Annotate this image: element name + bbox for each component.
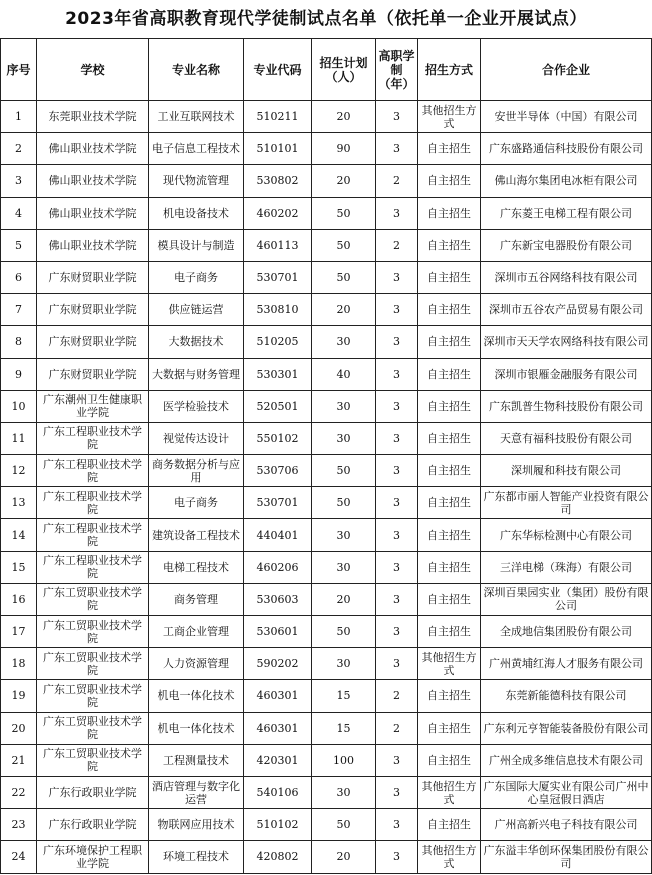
cell-school: 佛山职业技术学院 [37,133,149,165]
table-row [1,358,652,390]
cell-plan: 30 [312,390,376,422]
header-major: 专业名称 [149,39,244,101]
table-row [1,712,652,744]
cell-plan: 50 [312,229,376,261]
table-row [1,165,652,197]
cell-years: 3 [376,744,418,776]
cell-code: 460113 [244,229,312,261]
cell-years: 3 [376,776,418,808]
cell-method: 其他招生方式 [418,648,481,680]
cell-company: 广东菱王电梯工程有限公司 [481,197,652,229]
table-row [1,229,652,261]
table-row [1,487,652,519]
cell-school: 广东行政职业学院 [37,809,149,841]
cell-index: 19 [1,680,37,712]
cell-school: 佛山职业技术学院 [37,197,149,229]
cell-years: 3 [376,390,418,422]
cell-method: 自主招生 [418,616,481,648]
header-code: 专业代码 [244,39,312,101]
cell-school: 广东财贸职业学院 [37,358,149,390]
cell-index: 9 [1,358,37,390]
table-row [1,101,652,133]
cell-index: 14 [1,519,37,551]
cell-school: 广东行政职业学院 [37,776,149,808]
cell-major: 医学检验技术 [149,390,244,422]
cell-method: 自主招生 [418,809,481,841]
cell-major: 商务管理 [149,583,244,615]
cell-index: 6 [1,261,37,293]
cell-school: 广东工程职业技术学院 [37,455,149,487]
cell-school: 广东工贸职业技术学院 [37,744,149,776]
header-school: 学校 [37,39,149,101]
cell-code: 510101 [244,133,312,165]
cell-plan: 30 [312,326,376,358]
header-row [1,39,652,101]
cell-code: 550102 [244,422,312,454]
cell-plan: 30 [312,776,376,808]
cell-code: 530802 [244,165,312,197]
cell-company: 深圳市五谷网络科技有限公司 [481,261,652,293]
cell-index: 1 [1,101,37,133]
cell-school: 广东财贸职业学院 [37,294,149,326]
cell-index: 8 [1,326,37,358]
cell-method: 自主招生 [418,358,481,390]
cell-method: 其他招生方式 [418,841,481,873]
cell-method: 自主招生 [418,197,481,229]
cell-years: 3 [376,551,418,583]
table-row [1,294,652,326]
cell-index: 10 [1,390,37,422]
table-body [1,101,652,874]
cell-major: 机电一体化技术 [149,680,244,712]
cell-company: 深圳市银雁金融服务有限公司 [481,358,652,390]
cell-company: 三洋电梯（珠海）有限公司 [481,551,652,583]
cell-method: 其他招生方式 [418,101,481,133]
cell-company: 东莞新能德科技有限公司 [481,680,652,712]
cell-company: 广东盛路通信科技股份有限公司 [481,133,652,165]
cell-company: 广东溢丰华创环保集团股份有限公司 [481,841,652,873]
cell-code: 420802 [244,841,312,873]
cell-index: 23 [1,809,37,841]
cell-method: 自主招生 [418,680,481,712]
cell-years: 3 [376,422,418,454]
cell-company: 全成地信集团股份有限公司 [481,616,652,648]
cell-method: 其他招生方式 [418,776,481,808]
table-row [1,197,652,229]
cell-major: 电梯工程技术 [149,551,244,583]
cell-major: 电子商务 [149,487,244,519]
cell-plan: 40 [312,358,376,390]
cell-major: 视觉传达设计 [149,422,244,454]
cell-company: 深圳市天天学农网络科技有限公司 [481,326,652,358]
cell-code: 460301 [244,680,312,712]
cell-school: 佛山职业技术学院 [37,229,149,261]
cell-index: 4 [1,197,37,229]
cell-code: 440401 [244,519,312,551]
cell-plan: 50 [312,261,376,293]
cell-index: 16 [1,583,37,615]
cell-code: 510102 [244,809,312,841]
cell-major: 机电一体化技术 [149,712,244,744]
cell-major: 电子信息工程技术 [149,133,244,165]
cell-major: 模具设计与制造 [149,229,244,261]
cell-years: 3 [376,133,418,165]
cell-method: 自主招生 [418,326,481,358]
cell-plan: 20 [312,583,376,615]
cell-index: 5 [1,229,37,261]
cell-school: 广东工程职业技术学院 [37,422,149,454]
cell-company: 广东利元亨智能装备股份有限公司 [481,712,652,744]
cell-plan: 50 [312,197,376,229]
table-row [1,455,652,487]
cell-index: 3 [1,165,37,197]
table-row [1,841,652,873]
cell-code: 530603 [244,583,312,615]
cell-plan: 100 [312,744,376,776]
cell-code: 530601 [244,616,312,648]
cell-major: 大数据与财务管理 [149,358,244,390]
cell-code: 590202 [244,648,312,680]
cell-years: 2 [376,680,418,712]
cell-school: 东莞职业技术学院 [37,101,149,133]
cell-major: 电子商务 [149,261,244,293]
cell-plan: 50 [312,455,376,487]
cell-school: 广东工贸职业技术学院 [37,616,149,648]
cell-company: 广东都市丽人智能产业投资有限公司 [481,487,652,519]
cell-years: 2 [376,165,418,197]
table-row [1,390,652,422]
cell-years: 3 [376,101,418,133]
cell-company: 广东新宝电器股份有限公司 [481,229,652,261]
cell-method: 自主招生 [418,455,481,487]
cell-major: 机电设备技术 [149,197,244,229]
cell-method: 自主招生 [418,744,481,776]
cell-method: 自主招生 [418,487,481,519]
table-row [1,326,652,358]
cell-company: 深圳市五谷农产品贸易有限公司 [481,294,652,326]
cell-years: 3 [376,455,418,487]
cell-years: 3 [376,583,418,615]
cell-company: 广东华标检测中心有限公司 [481,519,652,551]
cell-company: 安世半导体（中国）有限公司 [481,101,652,133]
cell-major: 供应链运营 [149,294,244,326]
cell-plan: 50 [312,616,376,648]
cell-school: 佛山职业技术学院 [37,165,149,197]
cell-school: 广东环境保护工程职业学院 [37,841,149,873]
table-row [1,616,652,648]
cell-plan: 20 [312,294,376,326]
cell-company: 广州高新兴电子科技有限公司 [481,809,652,841]
cell-code: 510205 [244,326,312,358]
cell-company: 佛山海尔集团电冰柜有限公司 [481,165,652,197]
cell-years: 3 [376,841,418,873]
table-row [1,776,652,808]
cell-method: 自主招生 [418,133,481,165]
cell-years: 3 [376,261,418,293]
table-row [1,519,652,551]
table-row [1,133,652,165]
cell-major: 建筑设备工程技术 [149,519,244,551]
cell-index: 2 [1,133,37,165]
cell-major: 酒店管理与数字化运营 [149,776,244,808]
cell-code: 460206 [244,551,312,583]
cell-school: 广东财贸职业学院 [37,261,149,293]
cell-school: 广东工贸职业技术学院 [37,583,149,615]
cell-school: 广东工程职业技术学院 [37,487,149,519]
cell-plan: 30 [312,519,376,551]
cell-major: 大数据技术 [149,326,244,358]
cell-company: 广州全成多维信息技术有限公司 [481,744,652,776]
header-plan: 招生计划（人） [312,39,376,101]
header-method: 招生方式 [418,39,481,101]
cell-method: 自主招生 [418,390,481,422]
cell-code: 530706 [244,455,312,487]
cell-company: 天意有福科技股份有限公司 [481,422,652,454]
cell-company: 广东国际大厦实业有限公司广州中心皇冠假日酒店 [481,776,652,808]
cell-code: 510211 [244,101,312,133]
table-row [1,551,652,583]
cell-years: 3 [376,648,418,680]
cell-index: 21 [1,744,37,776]
cell-years: 3 [376,294,418,326]
cell-major: 工商企业管理 [149,616,244,648]
cell-major: 工程测量技术 [149,744,244,776]
cell-plan: 30 [312,551,376,583]
cell-code: 530301 [244,358,312,390]
cell-index: 24 [1,841,37,873]
cell-method: 自主招生 [418,165,481,197]
cell-plan: 15 [312,712,376,744]
cell-school: 广东财贸职业学院 [37,326,149,358]
table-row [1,648,652,680]
cell-years: 2 [376,229,418,261]
cell-years: 3 [376,197,418,229]
header-index: 序号 [1,39,37,101]
cell-plan: 30 [312,648,376,680]
cell-index: 15 [1,551,37,583]
cell-code: 530701 [244,261,312,293]
table-row [1,680,652,712]
cell-years: 3 [376,809,418,841]
cell-plan: 50 [312,809,376,841]
cell-major: 商务数据分析与应用 [149,455,244,487]
cell-major: 环境工程技术 [149,841,244,873]
pilot-list-table [0,38,652,874]
cell-company: 深圳履和科技有限公司 [481,455,652,487]
cell-plan: 90 [312,133,376,165]
cell-plan: 15 [312,680,376,712]
table-row [1,422,652,454]
cell-plan: 20 [312,841,376,873]
cell-index: 7 [1,294,37,326]
cell-index: 13 [1,487,37,519]
cell-plan: 20 [312,165,376,197]
cell-index: 22 [1,776,37,808]
cell-company: 广州黄埔红海人才服务有限公司 [481,648,652,680]
cell-index: 12 [1,455,37,487]
header-years: 高职学制（年） [376,39,418,101]
page-title: 2023年省高职教育现代学徒制试点名单（依托单一企业开展试点） [65,9,587,29]
cell-code: 520501 [244,390,312,422]
cell-plan: 20 [312,101,376,133]
cell-company: 深圳百果园实业（集团）股份有限公司 [481,583,652,615]
cell-index: 18 [1,648,37,680]
cell-plan: 50 [312,487,376,519]
cell-years: 3 [376,519,418,551]
cell-years: 3 [376,616,418,648]
header-company: 合作企业 [481,39,652,101]
cell-index: 20 [1,712,37,744]
cell-method: 自主招生 [418,583,481,615]
cell-major: 物联网应用技术 [149,809,244,841]
cell-major: 工业互联网技术 [149,101,244,133]
cell-plan: 30 [312,422,376,454]
cell-years: 3 [376,358,418,390]
table-row [1,261,652,293]
cell-years: 3 [376,487,418,519]
cell-code: 540106 [244,776,312,808]
cell-code: 460301 [244,712,312,744]
cell-method: 自主招生 [418,712,481,744]
cell-method: 自主招生 [418,294,481,326]
table-row [1,583,652,615]
cell-major: 人力资源管理 [149,648,244,680]
table-row [1,744,652,776]
cell-school: 广东工贸职业技术学院 [37,648,149,680]
cell-company: 广东凯普生物科技股份有限公司 [481,390,652,422]
cell-code: 530701 [244,487,312,519]
cell-school: 广东工贸职业技术学院 [37,680,149,712]
cell-method: 自主招生 [418,519,481,551]
cell-school: 广东工程职业技术学院 [37,519,149,551]
table-row [1,809,652,841]
cell-years: 2 [376,712,418,744]
cell-method: 自主招生 [418,551,481,583]
cell-code: 460202 [244,197,312,229]
cell-school: 广东潮州卫生健康职业学院 [37,390,149,422]
cell-index: 11 [1,422,37,454]
cell-method: 自主招生 [418,229,481,261]
cell-index: 17 [1,616,37,648]
cell-major: 现代物流管理 [149,165,244,197]
cell-school: 广东工贸职业技术学院 [37,712,149,744]
cell-method: 自主招生 [418,261,481,293]
cell-method: 自主招生 [418,422,481,454]
cell-code: 420301 [244,744,312,776]
cell-code: 530810 [244,294,312,326]
cell-school: 广东工程职业技术学院 [37,551,149,583]
cell-years: 3 [376,326,418,358]
